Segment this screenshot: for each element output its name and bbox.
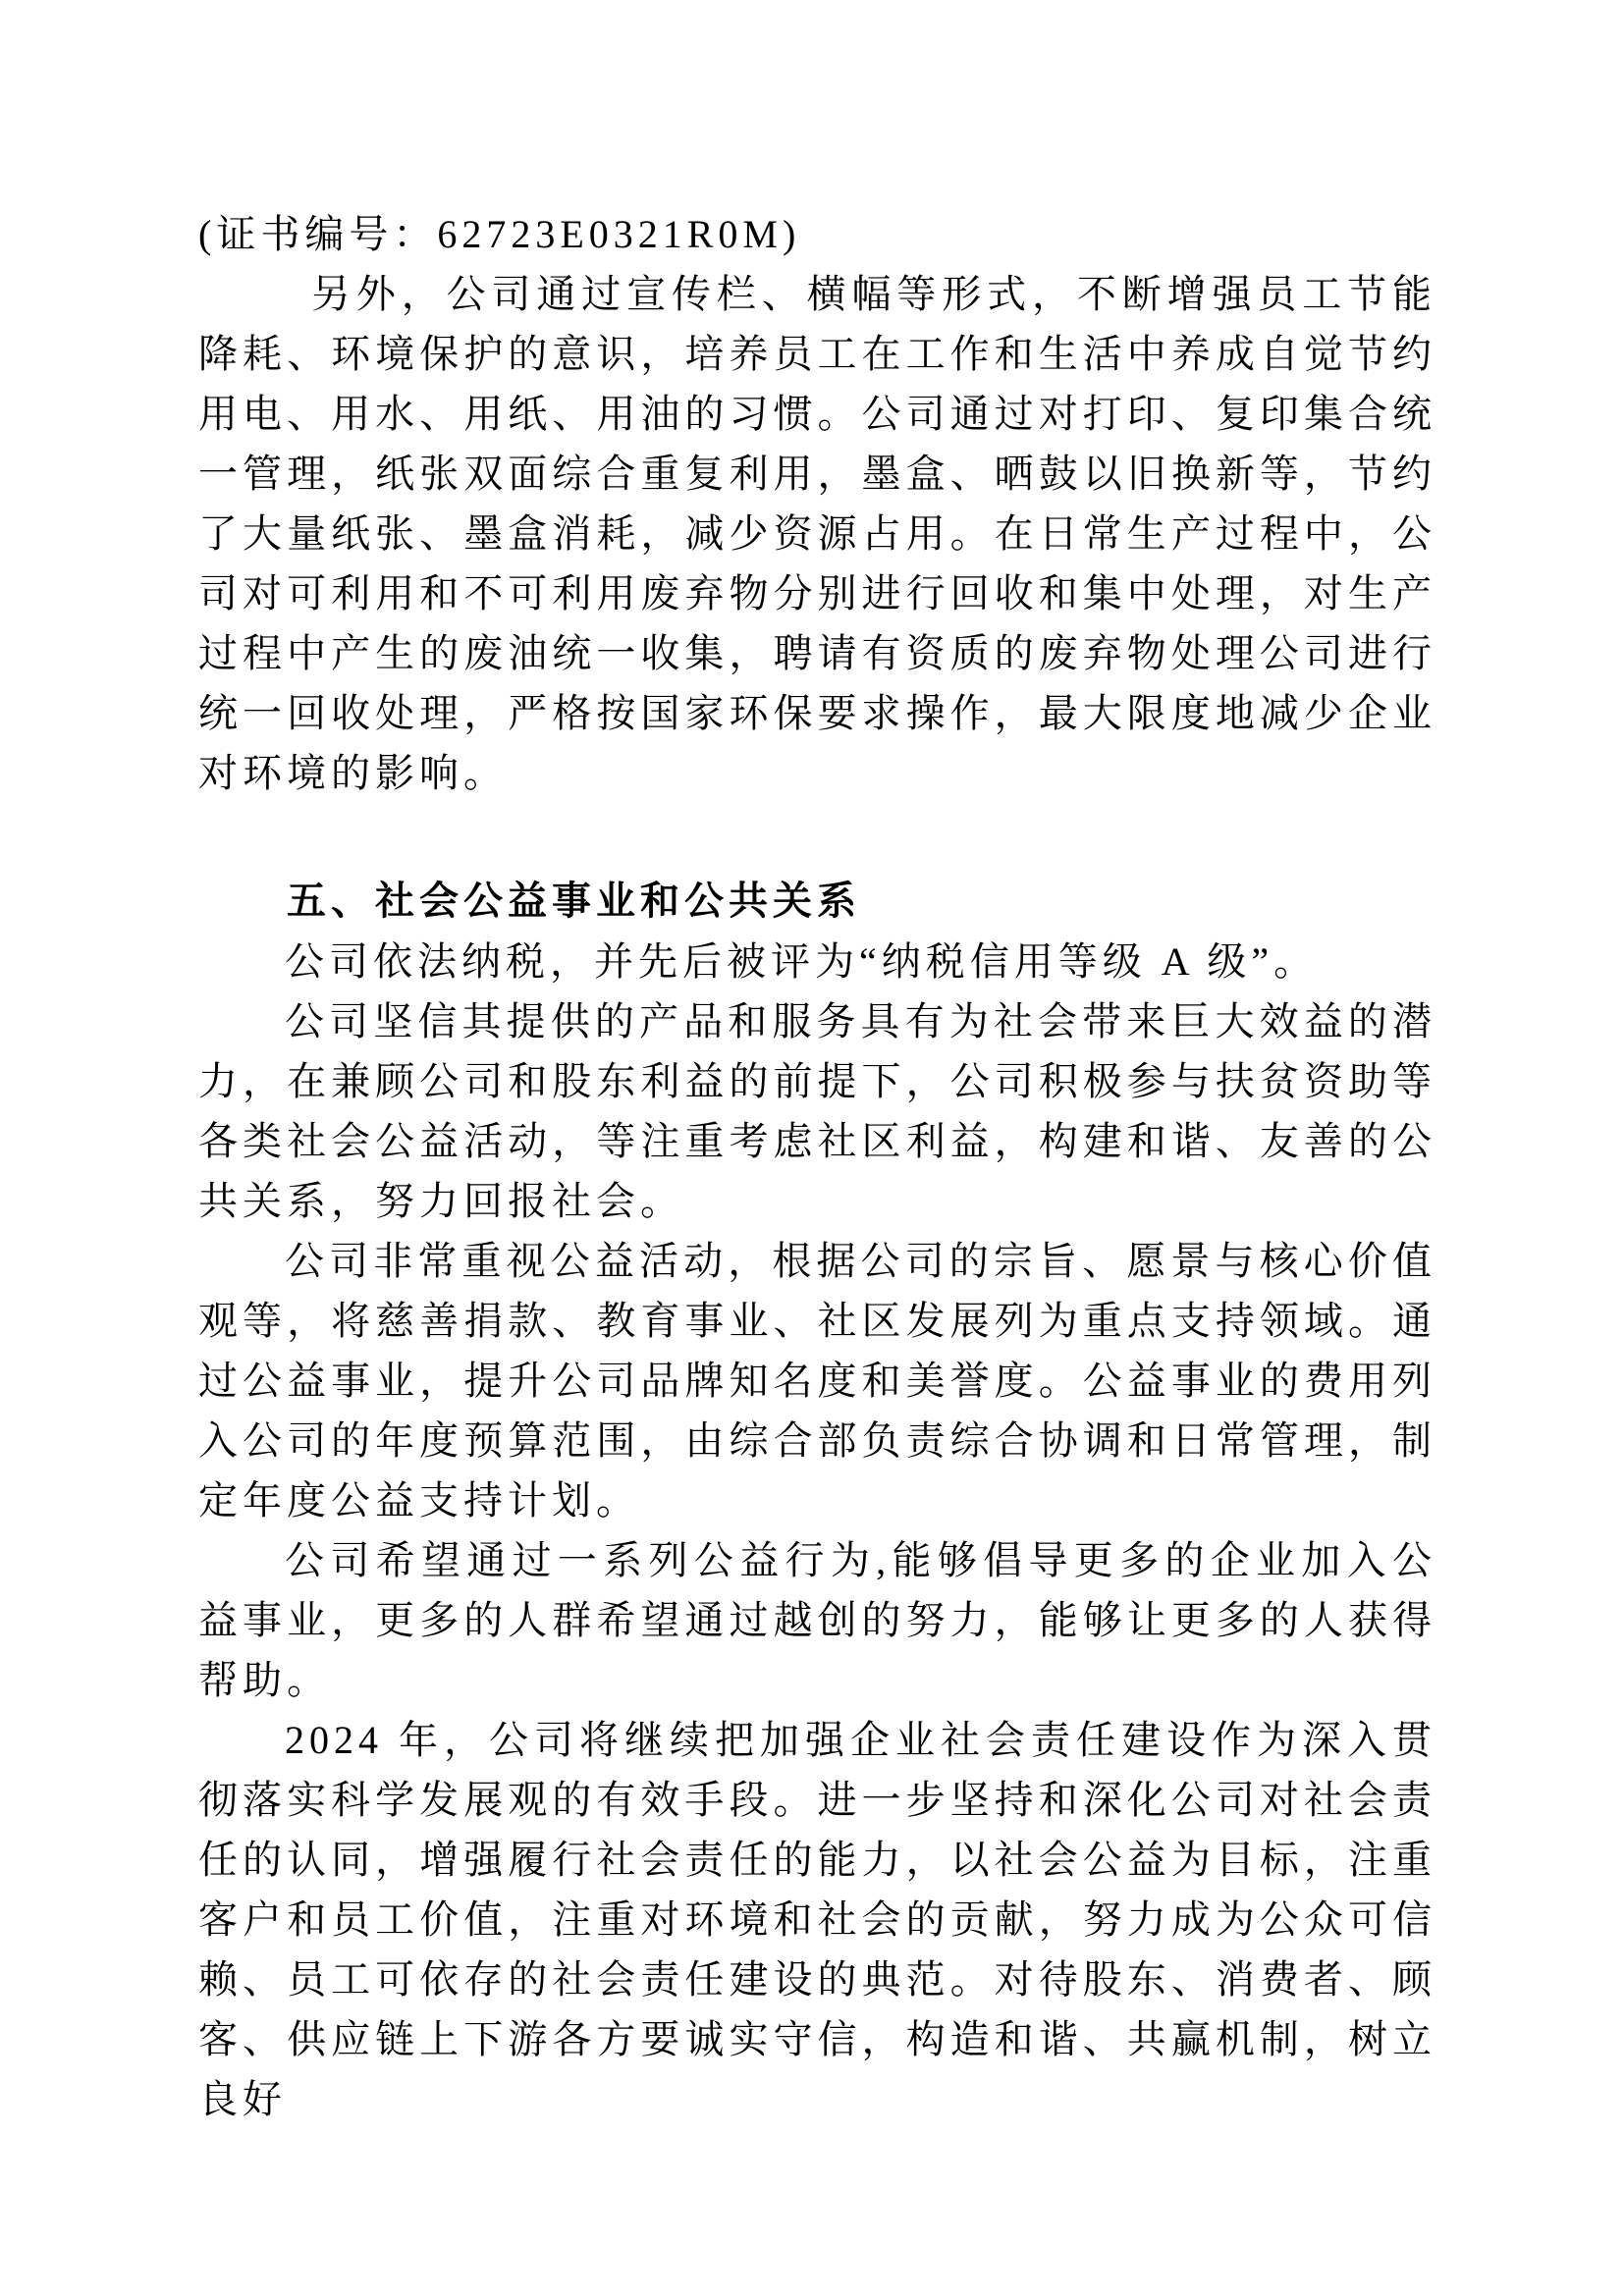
section-heading-public-welfare: 五、社会公益事业和公共关系 [287, 880, 861, 923]
paragraph-energy-saving: 另外，公司通过宣传栏、横幅等形式，不断增强员工节能降耗、环境保护的意识，培养员工在工作和生活中养成自觉节约用电、用水、用纸、用油的习惯。公司通过对打印、复印集合统一管理，纸张双面综合重复利用，墨盒、晒鼓以旧换新等，节约了大量纸张、墨盒消耗，减少资源占用。在日常生产过程中，公司对可利用和不可利用废弃物分别进行回收和集中处理，对生产过程中产生的废油统一收集，聘请有资质的废弃物处理公司进行统一回收处理，严格按国家环保要求操作，最大限度地减少企业对环境的影响。 [198, 272, 1436, 795]
paragraph-2024-plan: 2024 年，公司将继续把加强企业社会责任建设作为深入贯彻落实科学发展观的有效手段。进一步坚持和深化公司对社会责任的认同，增强履行社会责任的能力，以社会公益为目标，注重客户和员工价值，注重对环境和社会的贡献，努力成为公众可信赖、员工可依存的社会责任建设的典范。对待股东、消费者、顾客、供应链上下游各方要诚实守信，构造和谐、共赢机制，树立良好 [198, 1718, 1436, 2121]
paragraph-social-benefit: 公司坚信其提供的产品和服务具有为社会带来巨大效益的潜力，在兼顾公司和股东利益的前提下，公司积极参与扶贫资助等各类社会公益活动，等注重考虑社区利益，构建和谐、友善的公共关系，努力回报社会。 [198, 999, 1436, 1223]
paragraph-hope: 公司希望通过一系列公益行为,能够倡导更多的企业加入公益事业，更多的人群希望通过越创的努力，能够让更多的人获得帮助。 [198, 1538, 1436, 1702]
certificate-number-line: (证书编号：62723E0321R0M) [198, 212, 801, 256]
paragraph-charity-focus: 公司非常重视公益活动，根据公司的宗旨、愿景与核心价值观等，将慈善捐款、教育事业、社区发展列为重点支持领域。通过公益事业，提升公司品牌知名度和美誉度。公益事业的费用列入公司的年度预算范围，由综合部负责综合协调和日常管理，制定年度公益支持计划。 [198, 1239, 1436, 1522]
paragraph-tax-credit: 公司依法纳税，并先后被评为“纳税信用等级 A 级”。 [285, 939, 1319, 984]
